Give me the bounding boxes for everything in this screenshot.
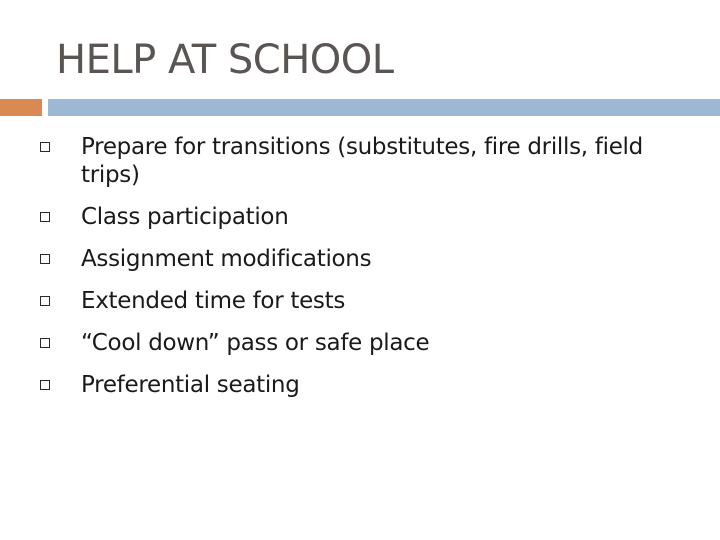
- bullet-text: Prepare for transitions (substitutes, fire drills, field trips): [81, 134, 643, 188]
- hollow-square-icon: [40, 296, 50, 306]
- bullet-text: Assignment modifications: [81, 246, 372, 272]
- bullet-text: Extended time for tests: [81, 288, 346, 314]
- bullet-item: [40, 287, 700, 315]
- slide-title: HELP AT SCHOOL: [56, 37, 394, 83]
- bullet-text: Class participation: [81, 204, 289, 230]
- bullet-list: [40, 133, 700, 413]
- hollow-square-icon: [40, 254, 50, 264]
- bullet-item: [40, 203, 700, 231]
- hollow-square-icon: [40, 380, 50, 390]
- title-accent-bar-orange: [0, 99, 42, 116]
- hollow-square-icon: [40, 212, 50, 222]
- bullet-text: Preferential seating: [81, 372, 300, 398]
- bullet-item: [40, 329, 700, 357]
- bullet-text: “Cool down” pass or safe place: [81, 330, 430, 356]
- bullet-item: [40, 371, 700, 399]
- hollow-square-icon: [40, 142, 50, 152]
- title-accent-bar-blue: [48, 99, 720, 116]
- hollow-square-icon: [40, 338, 50, 348]
- bullet-item: [40, 245, 700, 273]
- bullet-item: [40, 133, 700, 189]
